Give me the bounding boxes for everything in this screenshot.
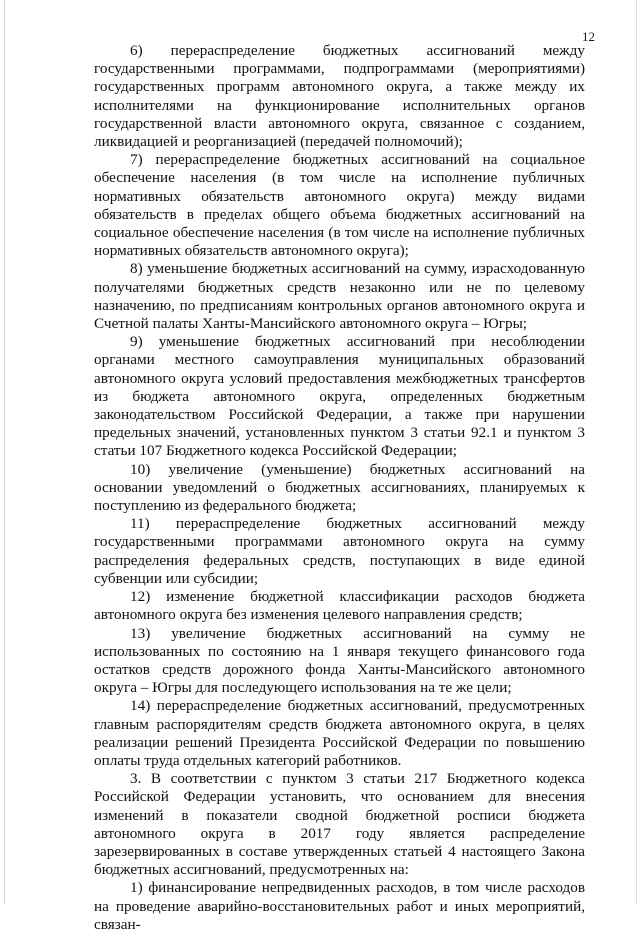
document-body: [94, 42, 585, 934]
paragraph-section-3: 3. В соответствии с пунктом 3 статьи 217 Бюджетного кодекса Российской Федерации установить, что основанием для внесения изменений в показатели сводной бюджетной росписи бюджета автономного округа в 2017 году является распределение зарезервированных в составе утвержденных статьей 4 настоящего Закона бюджетных ассигнований, предусмотренных на:: [94, 770, 585, 879]
paragraph-item-8: 8) уменьшение бюджетных ассигнований на сумму, израсходованную получателями бюджетных средств незаконно или не по целевому назначению, по предписаниям контрольных органов автономного округа и Счетной палаты Ханты-Мансийского автономного округа – Югры;: [94, 260, 585, 333]
page-number: 12: [582, 29, 595, 44]
paragraph-item-14: 14) перераспределение бюджетных ассигнований, предусмотренных главным распорядителям средств бюджета автономного округа, в целях реализации решений Президента Российской Федерации по повышению оплаты труда отдельных категорий работников.: [94, 697, 585, 769]
paragraph-item-11: 11) перераспределение бюджетных ассигнований между государственными программами автономного округа на сумму распределения федеральных средств, поступающих в виде единой субвенции или субсидии;: [94, 515, 585, 587]
scan-edge-right: [636, 0, 637, 905]
paragraph-item-10: 10) увеличение (уменьшение) бюджетных ассигнований на основании уведомлений о бюджетных ассигнованиях, планируемых к поступлению из федерального бюджета;: [94, 460, 585, 515]
paragraph-item-9: 9) уменьшение бюджетных ассигнований при несоблюдении органами местного самоуправления муниципальных образований автономного округа условий предоставления межбюджетных трансфертов из бюджета автономного округа, определенных бюджетным законодательством Российской Федерации, а также при нарушении предельных значений, установленных пунктом 3 статьи 92.1 и пунктом 3 статьи 107 Бюджетного кодекса Российской Федерации;: [94, 333, 585, 460]
paragraph-item-6: 6) перераспределение бюджетных ассигнований между государственными программами, подпрограммами (мероприятиями) государственных программ автономного округа, а также между их исполнителями на функционирование исполнительных органов государственной власти автономного округа, связанное с созданием, ликвидацией и реорганизацией (передачей полномочий);: [94, 42, 585, 151]
paragraph-item-12: 12) изменение бюджетной классификации расходов бюджета автономного округа без изменения целевого направления средств;: [94, 588, 585, 624]
scan-edge-left: [4, 0, 5, 905]
paragraph-item-13: 13) увеличение бюджетных ассигнований на сумму не использованных по состоянию на 1 января текущего финансового года остатков средств дорожного фонда Ханты-Мансийского автономного округа – Югры для последующего использования на те же цели;: [94, 624, 585, 697]
paragraph-subitem-1: 1) финансирование непредвиденных расходов, в том числе расходов на проведение аварийно-восстановительных работ и иных мероприятий, связан-: [94, 879, 585, 933]
paragraph-item-7: 7) перераспределение бюджетных ассигнований на социальное обеспечение населения (в том числе на исполнение публичных нормативных обязательств автономного округа) между видами обязательств в пределах общего объема бюджетных ассигнований на социальное обеспечение населения (в том числе на исполнение публичных нормативных обязательств автономного округа);: [94, 151, 585, 260]
